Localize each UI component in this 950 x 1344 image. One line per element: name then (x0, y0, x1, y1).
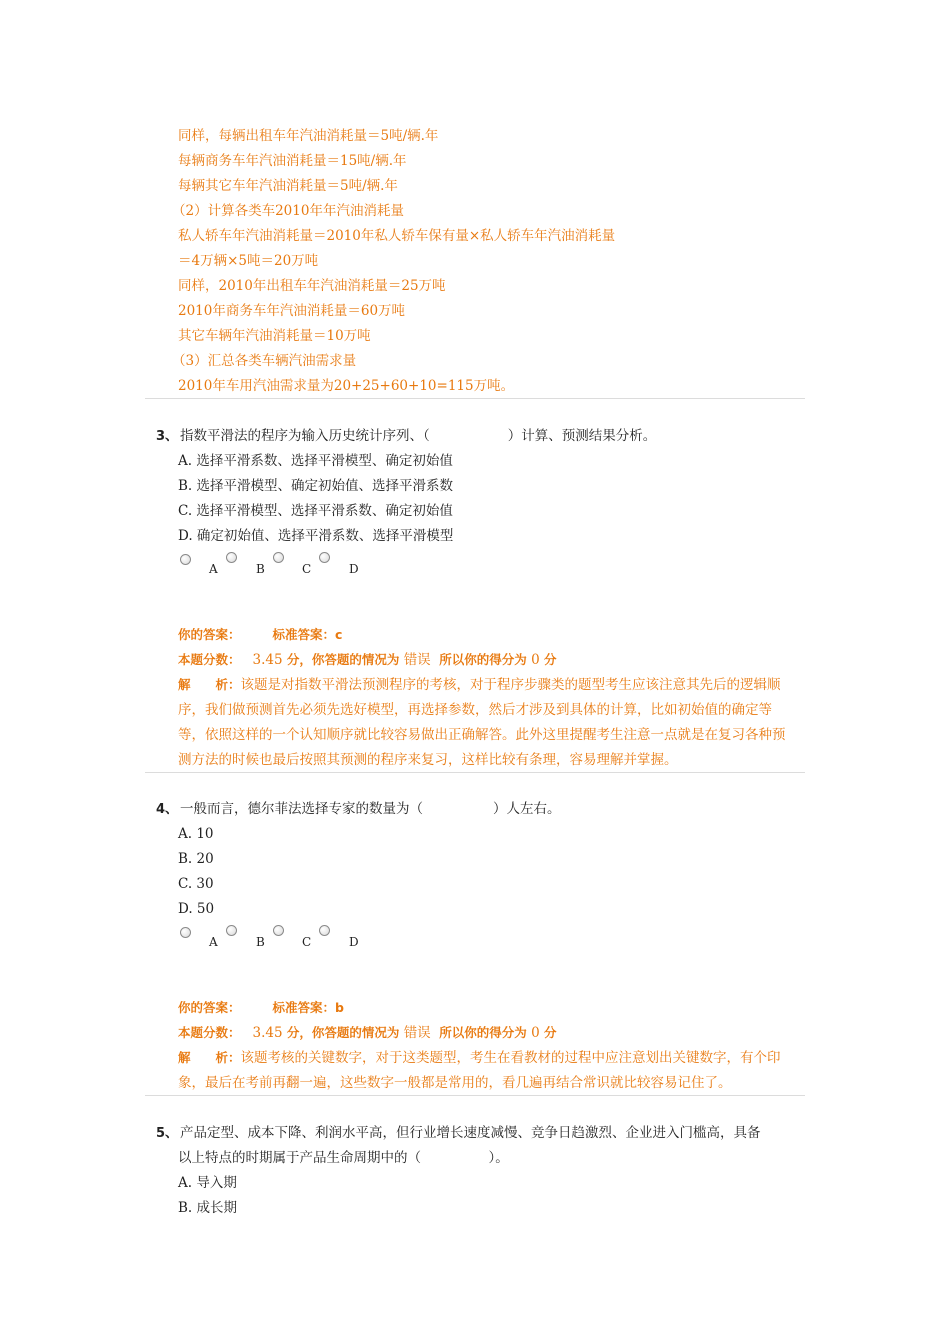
question-number: 4、 (156, 802, 179, 817)
standard-answer: b (335, 1000, 344, 1015)
stem-part: ）人左右。 (493, 801, 561, 817)
score-row (178, 651, 557, 669)
option-d: D. 50 (178, 901, 215, 917)
your-answer-label: 你的答案： (178, 627, 241, 642)
your-answer-label: 你的答案： (178, 1000, 241, 1015)
analysis-text: 该题是对指数平滑法预测程序的考核，对于程序步骤类的题型考生应该注意其先后的逻辑顺序，我们做预测首先必须先选好模型，再选择参数，然后才涉及到具体的计算，比如初始值的确定等等，依照这样的一个认知顺序就比较容易做出正确解答。此外这里提醒考生注意一点就是在复习各种预测方法的时候也最后按照其预测的程序来复习，这样比较有条理，容易理解并掌握。 (178, 677, 786, 768)
stem-part: ）计算、预测结果分析。 (507, 428, 657, 444)
question-number: 5、 (156, 1126, 179, 1141)
radio-b[interactable] (226, 552, 237, 563)
radio-label-b: B (256, 935, 265, 949)
question-number: 3、 (156, 429, 179, 444)
solution-line: 2010年车用汽油需求量为20+25+60+10=115万吨。 (178, 378, 515, 394)
question-divider (145, 398, 805, 399)
analysis-label: 解 析： (178, 677, 241, 692)
radio-label-c: C (302, 562, 312, 576)
answer-radio-group (178, 552, 378, 580)
score-value: 3.45 (252, 652, 283, 668)
radio-b[interactable] (226, 925, 237, 936)
option-a: A. 选择平滑系数、选择平滑模型、确定初始值 (178, 453, 453, 469)
answer-row (178, 999, 344, 1017)
radio-label-d: D (349, 562, 359, 576)
got-unit: 分 (543, 1025, 557, 1040)
radio-d[interactable] (319, 552, 330, 563)
score-label: 本题分数： (178, 1025, 241, 1040)
stem-part: 一般而言，德尔菲法选择专家的数量为（ (180, 801, 424, 817)
answer-row (178, 626, 342, 644)
got-label: 所以你的得分为 (439, 652, 527, 667)
option-b: B. 20 (178, 851, 214, 867)
solution-line: 同样，每辆出租车年汽油消耗量＝5吨/辆.年 (178, 128, 439, 144)
got-value: 0 (531, 652, 540, 668)
result-status: 错误 (403, 652, 431, 668)
radio-label-b: B (256, 562, 265, 576)
radio-c[interactable] (273, 552, 284, 563)
score-label: 本题分数： (178, 652, 241, 667)
question-5-stem-cont: 以上特点的时期属于产品生命周期中的（ ）。 (178, 1150, 509, 1166)
standard-answer-label: 标准答案： (272, 1000, 336, 1015)
option-c: C. 30 (178, 876, 214, 892)
radio-label-c: C (302, 935, 312, 949)
radio-d[interactable] (319, 925, 330, 936)
analysis-block (178, 1045, 798, 1096)
question-divider (145, 1095, 805, 1096)
radio-label-a: A (209, 562, 218, 576)
analysis-label: 解 析： (178, 1050, 241, 1065)
option-d: D. 确定初始值、选择平滑系数、选择平滑模型 (178, 528, 454, 544)
stem-part: 指数平滑法的程序为输入历史统计序列、（ (180, 428, 430, 444)
question-5-stem (156, 1124, 761, 1143)
answer-radio-group (178, 925, 378, 953)
got-value: 0 (531, 1025, 540, 1041)
solution-line: 每辆商务车年汽油消耗量＝15吨/辆.年 (178, 153, 407, 169)
option-a: A. 10 (178, 826, 214, 842)
result-status: 错误 (403, 1025, 431, 1041)
score-unit: 分，你答题的情况为 (286, 652, 400, 667)
radio-a[interactable] (180, 554, 191, 565)
radio-label-a: A (209, 935, 218, 949)
solution-line: 2010年商务车年汽油消耗量＝60万吨 (178, 303, 406, 319)
solution-line: （2）计算各类车2010年年汽油消耗量 (172, 203, 404, 219)
analysis-block (178, 672, 798, 773)
standard-answer-label: 标准答案： (272, 627, 336, 642)
stem-part: 产品定型、成本下降、利润水平高，但行业增长速度减慢、竞争日趋激烈、企业进入门槛高，具备 (180, 1125, 761, 1141)
option-b: B. 选择平滑模型、确定初始值、选择平滑系数 (178, 478, 454, 494)
standard-answer: c (335, 627, 343, 642)
score-row (178, 1024, 557, 1042)
analysis-text: 该题考核的关键数字，对于这类题型，考生在看教材的过程中应注意划出关键数字，有个印象，最后在考前再翻一遍，这些数字一般都是常用的，看几遍再结合常识就比较容易记住了。 (178, 1050, 781, 1091)
option-c: C. 选择平滑模型、选择平滑系数、确定初始值 (178, 503, 453, 519)
solution-line: 同样，2010年出租车年汽油消耗量＝25万吨 (178, 278, 446, 294)
solution-line: 私人轿车年汽油消耗量＝2010年私人轿车保有量×私人轿车年汽油消耗量 (178, 228, 616, 244)
score-value: 3.45 (252, 1025, 283, 1041)
got-unit: 分 (543, 652, 557, 667)
question-4-stem (156, 800, 561, 819)
solution-line: 每辆其它车年汽油消耗量＝5吨/辆.年 (178, 178, 398, 194)
score-unit: 分，你答题的情况为 (286, 1025, 400, 1040)
option-b: B. 成长期 (178, 1200, 238, 1216)
solution-line: ＝4万辆×5吨＝20万吨 (178, 253, 319, 269)
question-divider (145, 772, 805, 773)
radio-c[interactable] (273, 925, 284, 936)
radio-a[interactable] (180, 927, 191, 938)
solution-line: （3）汇总各类车辆汽油需求量 (172, 353, 357, 369)
option-a: A. 导入期 (178, 1175, 237, 1191)
question-3-stem (156, 427, 656, 446)
radio-label-d: D (349, 935, 359, 949)
solution-line: 其它车辆年汽油消耗量＝10万吨 (178, 328, 371, 344)
got-label: 所以你的得分为 (439, 1025, 527, 1040)
